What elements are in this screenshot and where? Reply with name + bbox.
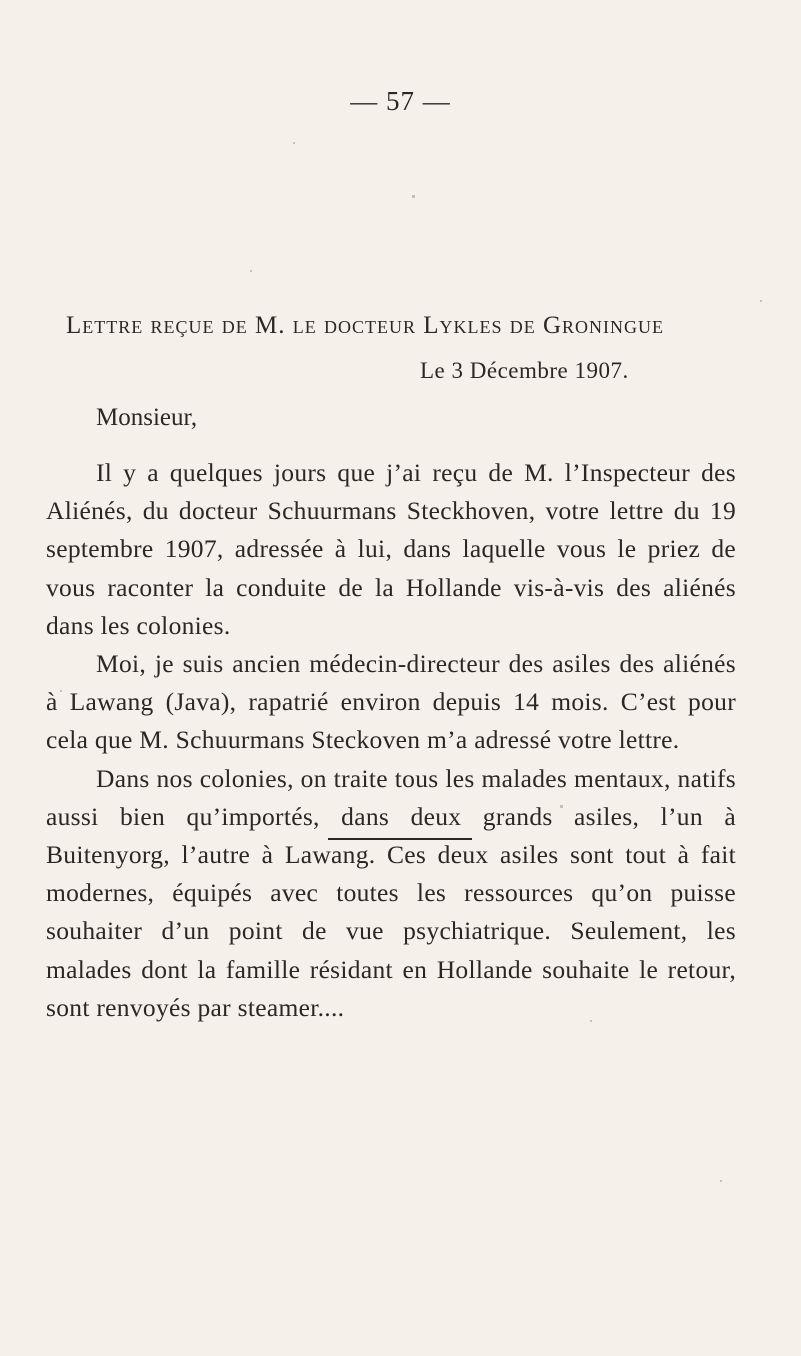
letter-dateline: Le 3 Décembre 1907. <box>420 358 629 383</box>
paper-speck <box>293 142 295 144</box>
paper-speck <box>590 1020 592 1022</box>
paper-speck <box>720 1180 722 1182</box>
letter-heading: Lettre reçue de M. le docteur Lykles de Groningue <box>66 312 665 339</box>
paper-speck <box>560 805 563 808</box>
paper-speck <box>60 690 62 692</box>
paragraph-2: Moi, je suis ancien médecin-directeur des asiles des aliénés à Lawang (Java), rapatrié environ depuis 14 mois. C’est pour cela que M. Schuurmans Steckoven m’a adressé votre lettre. <box>46 649 736 755</box>
paper-speck <box>760 300 762 302</box>
paragraph-1: Il y a quelques jours que j’ai reçu de M. l’Inspecteur des Aliénés, du docteur Schuurmans Steckhoven, votre lettre du 19 septembre 1907, adressée à lui, dans laquelle vous le priez de vous raconter la conduite de la Hollande vis-à-vis des aliénés dans les colonies. <box>46 458 736 640</box>
page-number: — 57 — <box>350 86 451 116</box>
paper-speck <box>250 270 252 272</box>
letter-body <box>46 454 736 1027</box>
paragraph-3: Dans nos colonies, on traite tous les malades mentaux, natifs aussi bien qu’importés, dans deux grands asiles, l’un à Buitenyorg, l’autre à Lawang. Ces deux asiles sont tout à fait modernes, équipés avec toutes les ressources qu’on puisse souhaiter d’un point de vue psychiatrique. Seulement, les malades dont la famille résidant en Hollande souhaite le retour, sont renvoyés par steamer.... <box>46 763 736 1022</box>
closing-rule <box>328 838 472 840</box>
paper-speck <box>412 195 415 198</box>
letter-salutation: Monsieur, <box>96 404 198 431</box>
